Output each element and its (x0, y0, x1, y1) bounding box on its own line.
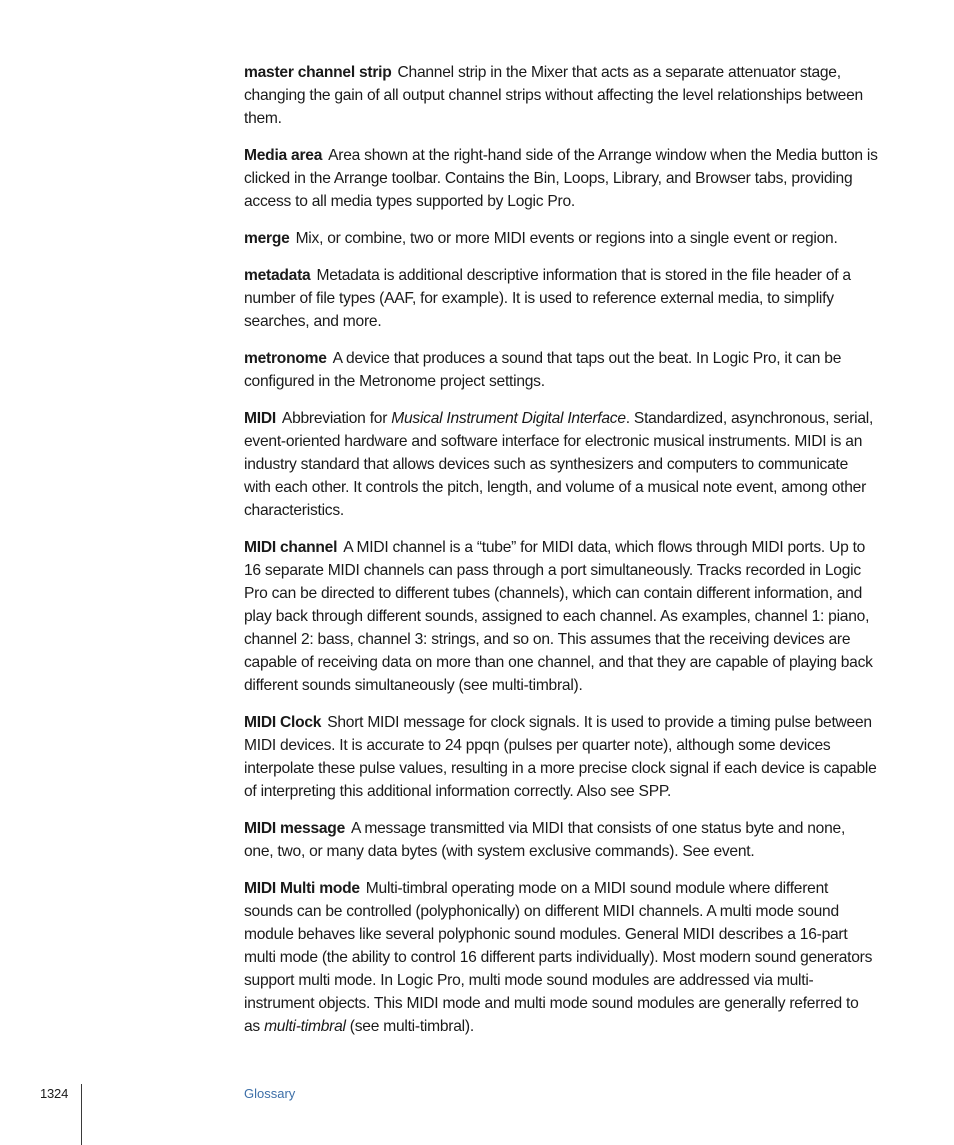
definition-text: Mix, or combine, two or more MIDI events or regions into a single event or region. (295, 230, 838, 247)
glossary-term: master channel strip (244, 64, 392, 81)
definition-text: A device that produces a sound that taps out the beat. In Logic Pro, it can be configured in the Metronome project settings. (244, 350, 842, 390)
definition-emphasis: Musical Instrument Digital Interface (391, 410, 626, 427)
section-title: Glossary (244, 1086, 296, 1101)
definition-text: Area shown at the right-hand side of the Arrange window when the Media button is clicked in the Arrange toolbar. Contains the Bin, Loops, Library, and Browser tabs, providing access to all media types supported by Logic Pro. (244, 147, 878, 210)
definition-emphasis: multi-timbral (264, 1018, 346, 1035)
glossary-term: MIDI channel (244, 539, 338, 556)
glossary-term: metadata (244, 267, 311, 284)
glossary-entry (244, 61, 878, 130)
glossary-entry (244, 817, 878, 863)
glossary-entry (244, 877, 878, 1038)
page-number: 1324 (40, 1086, 69, 1101)
glossary-term: merge (244, 230, 290, 247)
glossary-term: MIDI Clock (244, 714, 322, 731)
glossary-entry (244, 144, 878, 213)
glossary-term: MIDI Multi mode (244, 880, 360, 897)
glossary-entry (244, 536, 878, 697)
glossary-term: Media area (244, 147, 323, 164)
definition-text: A MIDI channel is a “tube” for MIDI data, which flows through MIDI ports. Up to 16 separate MIDI channels can pass through a port simultaneously. Tracks recorded in Logic Pro can be directed to different tubes (channels), which can contain different information, and play back through different sounds, assigned to each channel. As examples, channel 1: piano, channel 2: bass, channel 3: strings, and so on. This assumes that the receiving devices are capable of receiving data on more than one channel, and that they are capable of playing back different sounds simultaneously (see multi-timbral). (244, 539, 873, 694)
glossary-term: MIDI (244, 410, 276, 427)
definition-text: Multi-timbral operating mode on a MIDI sound module where different sounds can be controlled (polyphonically) on different MIDI channels. A multi mode sound module behaves like several polyphonic sound modules. General MIDI describes a 16-part multi mode (the ability to control 16 different parts individually). Most modern sound generators support multi mode. In Logic Pro, multi mode sound modules are addressed via multi-instrument objects. This MIDI mode and multi mode sound modules are generally referred to as (244, 880, 873, 1035)
glossary-entry (244, 347, 878, 393)
glossary-entry (244, 711, 878, 803)
definition-text: Channel strip in the Mixer that acts as a separate attenuator stage, changing the gain of all output channel strips without affecting the level relationships between them. (244, 64, 863, 127)
definition-text: A message transmitted via MIDI that consists of one status byte and none, one, two, or many data bytes (with system exclusive commands). See event. (244, 820, 846, 860)
glossary-content (244, 61, 878, 1052)
glossary-entry (244, 407, 878, 522)
glossary-entry (244, 227, 878, 250)
definition-text: . Standardized, asynchronous, serial, event-oriented hardware and software interface for electronic musical instruments. MIDI is an industry standard that allows devices such as synthesizers and computers to communicate with each other. It controls the pitch, length, and volume of a musical note event, among other characteristics. (244, 410, 874, 519)
glossary-term: MIDI message (244, 820, 346, 837)
definition-text: Short MIDI message for clock signals. It is used to provide a timing pulse between MIDI devices. It is accurate to 24 ppqn (pulses per quarter note), although some devices interpolate these pulse values, resulting in a more precise clock signal if each device is capable of interpreting this additional information correctly. Also see SPP. (244, 714, 877, 800)
definition-text: Abbreviation for (281, 410, 392, 427)
footer-divider (81, 1084, 82, 1145)
glossary-entry (244, 264, 878, 333)
glossary-term: metronome (244, 350, 327, 367)
definition-text: (see multi-timbral). (345, 1018, 474, 1035)
definition-text: Metadata is additional descriptive information that is stored in the file header of a number of file types (AAF, for example). It is used to reference external media, to simplify searches, and more. (244, 267, 851, 330)
